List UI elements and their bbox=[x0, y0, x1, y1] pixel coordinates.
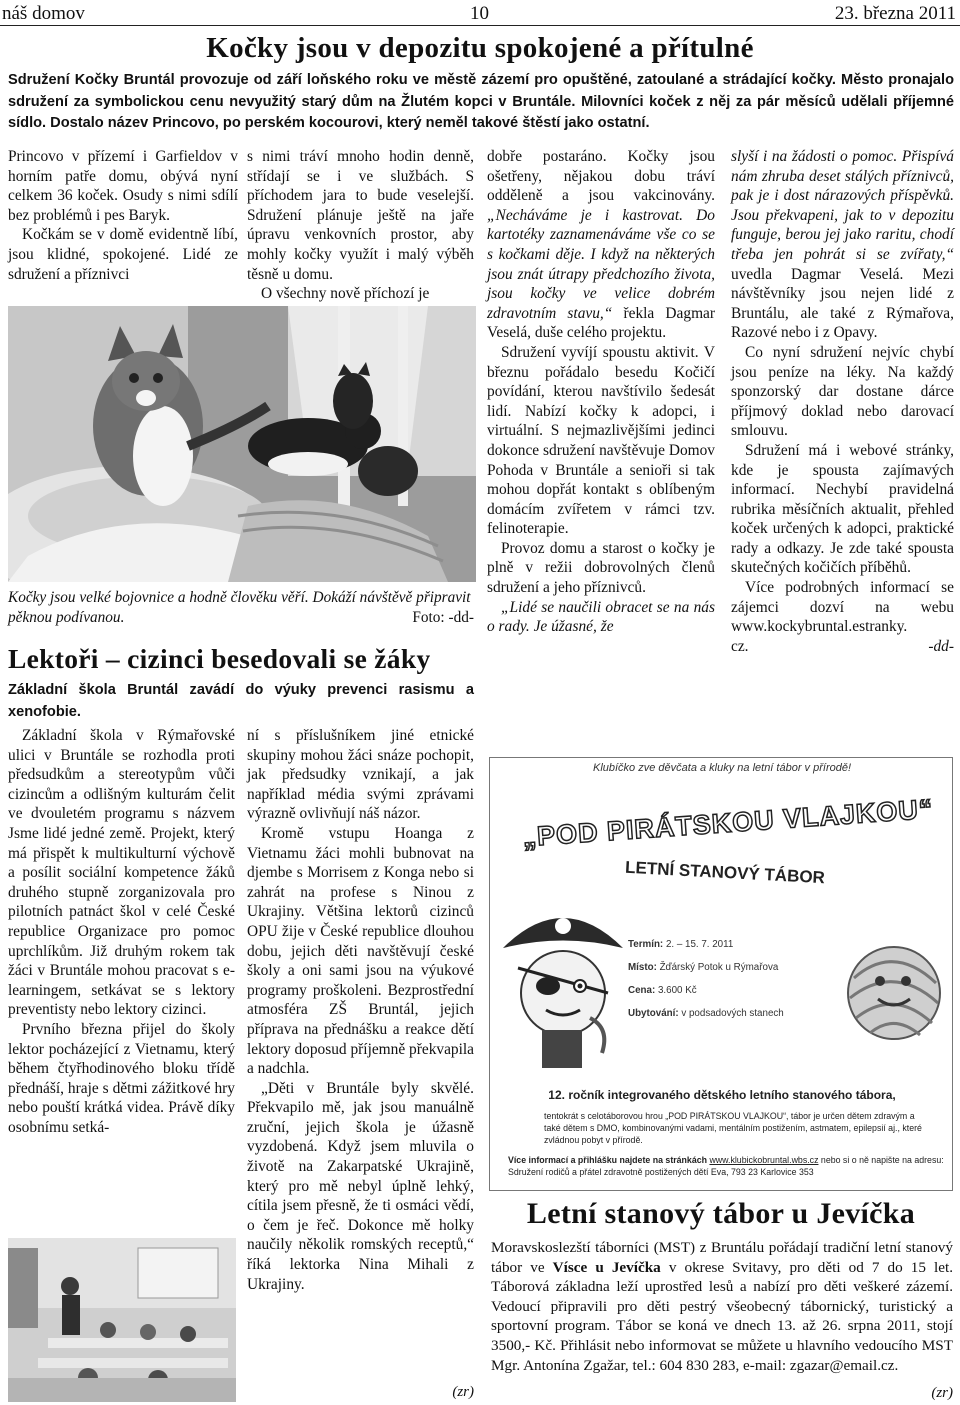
price-value: 3.600 Kč bbox=[657, 985, 697, 996]
info-url[interactable]: www.klubickobruntal.wbs.cz bbox=[709, 1155, 819, 1165]
term-label: Termín: bbox=[628, 939, 664, 950]
text-span: v okrese Svitavy, pro děti od 7 do 15 let. Táborová základna leží uprostřed lesů a nabízí pro děti veškeré zázemí. Vedoucí připravili pro děti pestrý všeobecný tábornický, turistický a sportovní program. Tábor se koná ve dnech 13. až 26. srpna 2011, stojí 3500,- Kč. Přihlásit nebo informovat se můžete u hlavního vedoucího MST Mgr. Antonína Zgažar, tel.: 604 830 283, e-mail: zgazar@email.cz. bbox=[491, 1258, 953, 1374]
text-span: řekla Dagmar Veselá, duše celého projektu. bbox=[487, 304, 715, 342]
issue-date: 23. března 2011 bbox=[834, 3, 956, 24]
paragraph: „Děti v Bruntále byly skvělé. Překvapilo mě, jak jsou manuálně zruční, jejich škola je úžasně vyzdobená. Když jsem mluvila o životě na Zakarpatské Ukrajině, který pro mě nebyl úplně lehký, cítila jsem přesně, že ti osmáci vědí, o čem je řeč. Dokonce mě holky naučily několik romských receptů,“ říká lektorka Nina Mihali z Ukrajiny. bbox=[247, 1079, 474, 1293]
poster-info bbox=[508, 1154, 948, 1178]
poster-top-caption: Klubíčko zve děvčata a kluky na letní tábor v přírodě! bbox=[592, 762, 852, 774]
article3-signature: (zr) bbox=[931, 1385, 953, 1401]
article3-body bbox=[491, 1238, 953, 1375]
yarn-ball-icon bbox=[840, 933, 948, 1048]
text-span: dobře postaráno. Kočky jsou ošetřeny, nějakou dobu tráví odděleně a jsou vakcinovány. bbox=[487, 148, 715, 205]
cats-photo-illustration bbox=[8, 306, 476, 582]
paragraph: ní s příslušníkem jiné etnické skupiny mohou žáci snáze pochopit, jak předsudky vznikají, a jak například média svými zprávami výrazně ovlivňují náš názor. bbox=[247, 727, 474, 823]
paragraph: O všechny nově příchozí je bbox=[261, 285, 430, 303]
place-name: Vísce u Jevíčka bbox=[552, 1258, 661, 1276]
poster-term bbox=[628, 933, 848, 956]
paragraph: „Lidé se naučili obracet se na nás o rady. Je úžasné, že bbox=[487, 598, 715, 636]
paragraph: Kromě vstupu Hoanga z Vietnamu žáci mohli bubnovat na djembe s Morrisem z Konga nebo si zahrát na profese s Ninou z Ukrajiny. Většina lektorů cizinců OPU žije v České republice dlouhou dobu, jejich děti navštěvují české školy a oni sami jsou na výukové programy proškoleni. Bezprostřední atmosféra ZŠ Bruntál, jejich příprava na přednášku a reakce dětí lektory doposud příjemně překvapila a nadchla. bbox=[247, 824, 474, 1078]
paragraph: Kočkám se v domě evidentně líbí, jsou klidné, spokojené. Lidé ze sdružení a příznivci bbox=[8, 226, 238, 283]
paragraph: Sdružení vyvíjí spoustu aktivit. V březnu pořádalo besedu Kočičí povídání, kterou navštívilo šedesát lidí. Nabízí kočky k adopci, i virtuální. S nejmazlivějšími jedinci dokonce sdružení navštěvuje Domov Pohoda v Bruntále a senioři si tak mohou dopřát kontakt s oblíbeným domácím zvířetem v rámci tzv. felinoterapie. bbox=[487, 343, 715, 538]
poster-price bbox=[628, 979, 848, 1002]
place-label: Místo: bbox=[628, 962, 657, 973]
camp-poster bbox=[489, 757, 953, 1191]
lodging-value: v podsadových stanech bbox=[681, 1008, 784, 1019]
paragraph: Provoz domu a starost o kočky je plně v režii dobrovolných členů sdružení a jeho příznivců. bbox=[487, 539, 715, 597]
article1-col3 bbox=[487, 147, 715, 637]
poster-year-line: 12. ročník integrovaného dětského letního stanového tábora, bbox=[548, 1088, 896, 1102]
text-span: uvedla Dagmar Veselá. Mezi návštěvníky jsou nejen lidé z Bruntálu, ale také z Rýmařova, Razové nebo i z Opavy. bbox=[731, 265, 954, 342]
term-value: 2. – 15. 7. 2011 bbox=[665, 939, 734, 950]
text-span: cz. bbox=[731, 637, 749, 655]
cats-photo-caption bbox=[8, 588, 474, 627]
poster-description: tentokrát s celotáborovou hrou „POD PIRÁTSKOU VLAJKOU“, tábor je určen dětem zdravým a také dětem s DMO, kombinovanými vadami, mentálním postižením, astmatem, epilepsií aj., které zvládnou pobyt v přírodě. bbox=[544, 1111, 922, 1145]
poster-title: „POD PIRÁTSKOU VLAJKOU“ bbox=[521, 793, 935, 853]
article2-lead: Základní škola Bruntál zavádí do výuky prevenci rasismu a xenofobie. bbox=[8, 682, 474, 720]
article1-title: Kočky jsou v depozitu spokojené a přítulné bbox=[206, 32, 754, 64]
page-header bbox=[0, 0, 960, 26]
classroom-photo bbox=[8, 1238, 236, 1402]
lodging-label: Ubytování: bbox=[628, 1008, 679, 1019]
paragraph: Více podrobných informací se zájemci dozví na webu www.kockybruntal.estranky. bbox=[731, 579, 954, 636]
section-name: náš domov bbox=[2, 3, 85, 24]
article2-col1 bbox=[8, 726, 235, 1137]
caption-text: Kočky jsou velké bojovnice a hodně člověku věří. Dokáží návštěvě připravit pěknou podívanou. bbox=[8, 589, 471, 626]
page-number: 10 bbox=[470, 3, 489, 24]
article1-col1 bbox=[8, 147, 238, 284]
paragraph: Sdružení má i webové stránky, kde je spousta zajímavých informací. Nechybí pravidelná rubrika měsíčních aktualit, přehled koček určených k adopci, praktické rady a odkazy. Je zde také spousta skutečných kočičích příběhů. bbox=[731, 441, 954, 577]
quote: „Necháváme je i kastrovat. Do kartotéky zaznamenáváme vše co se s kočkami děje. I když na některých jsou znát útrapy předchozího života, jsou kočky ve velice dobrém zdravotním stavu,“ bbox=[487, 206, 715, 322]
article3-title: Letní stanový tábor u Jevíčka bbox=[526, 1197, 916, 1230]
poster-place bbox=[628, 956, 848, 979]
poster-lodging bbox=[628, 1002, 848, 1025]
signature: -dd- bbox=[928, 637, 954, 655]
info-prefix: Více informací a přihlášku najdete na stránkách bbox=[508, 1155, 707, 1165]
place-value: Žďárský Potok u Rýmařova bbox=[659, 962, 779, 973]
article1-lead: Sdružení Kočky Bruntál provozuje od září loňského roku ve městě zázemí pro opuštěné, zatoulané a strádající kočky. Město pronajalo sdružení za symbolickou cenu nevyužitý starý dům na Žlutém kopci v Bruntále. Milovníci koček z něj za pár měsíců udělali příjemné sídlo. Dostalo název Princovo, po perském kocourovi, který neměl takové štěstí jako ostatní. bbox=[8, 72, 954, 131]
pirate-icon bbox=[498, 898, 628, 1073]
classroom-photo-illustration bbox=[8, 1238, 236, 1402]
price-label: Cena: bbox=[628, 985, 656, 996]
paragraph: Základní škola v Rýmařovské ulici v Bruntále se rozhodla proti předsudkům a stereotypům vůči cizincům a odlišným kulturám čelit ve dvouletém programu s názvem Jsme lidé jedné země. Projekt, který má přispět k multikulturní výchově a posílit sociální kompetence žáků druhého stupně zorganizovala pro pilotních patnáct škol v celé České republice Organizace pro pomoc uprchlíkům. Již druhým rokem tak žáci v Bruntále mohou pracovat s e-learningem, setkávat se s lektory preventisty nebo lektory cizinci. bbox=[8, 727, 235, 1019]
paragraph: Princovo v přízemí i Garfieldov v horním patře domu, obývá nyní celkem 36 koček. Osudy s nimi sdílí bez problémů i pes Baryk. bbox=[8, 148, 238, 224]
cats-photo bbox=[8, 306, 476, 582]
poster-subtitle: LETNÍ STANOVÝ TÁBOR bbox=[624, 857, 826, 888]
article2-title: Lektoři – cizinci besedovali se žáky bbox=[8, 643, 431, 674]
paragraph: Co nyní sdružení nejvíc chybí jsou peníze na léky. Na každý sponzorský dar dostane dárce příjmový doklad nebo darovací smlouvu. bbox=[731, 343, 954, 440]
article1-col4 bbox=[731, 147, 954, 656]
quote: slyší i na žádosti o pomoc. Přispívá nám zhruba deset stálých příznivců, pak je i dost nárazových příspěvků. Jsou překvapeni, jak to v depozitu funguje, berou jej jako raritu, chodí třeba jen pohrát si se zvířaty,“ bbox=[731, 148, 954, 263]
paragraph: Prvního března přijel do školy lektor pocházející z Vietnamu, který během čtyřhodinového bloku třídě přednáší, hraje s dětmi zážitkové hry nebo pouští krátká videa. Právě díky osobnímu setká- bbox=[8, 1020, 235, 1136]
text-span: Moravskoslezští táborníci (MST) z Bruntálu pořádají tradiční letní stanový tábor ve bbox=[491, 1239, 953, 1276]
poster-details bbox=[628, 933, 848, 1025]
photo-credit: Foto: -dd- bbox=[412, 608, 474, 626]
article1-col2 bbox=[247, 147, 474, 304]
paragraph: s nimi tráví mnoho hodin denně, střídají se i ve službách. S příchodem jara to bude veselejší. Sdružení plánuje ještě na jaře úpravu venkovních prostor, aby mohly kočky využít i malý výběh těsně u domu. bbox=[247, 148, 474, 283]
article2-col2 bbox=[247, 726, 474, 1294]
article2-signature: (zr) bbox=[452, 1384, 474, 1400]
info-rest: nebo si o ně napište na adresu: Sdružení rodičů a přátel zdravotně postižených dětí Eva, 793 23 Karlovice 353 bbox=[508, 1155, 944, 1177]
